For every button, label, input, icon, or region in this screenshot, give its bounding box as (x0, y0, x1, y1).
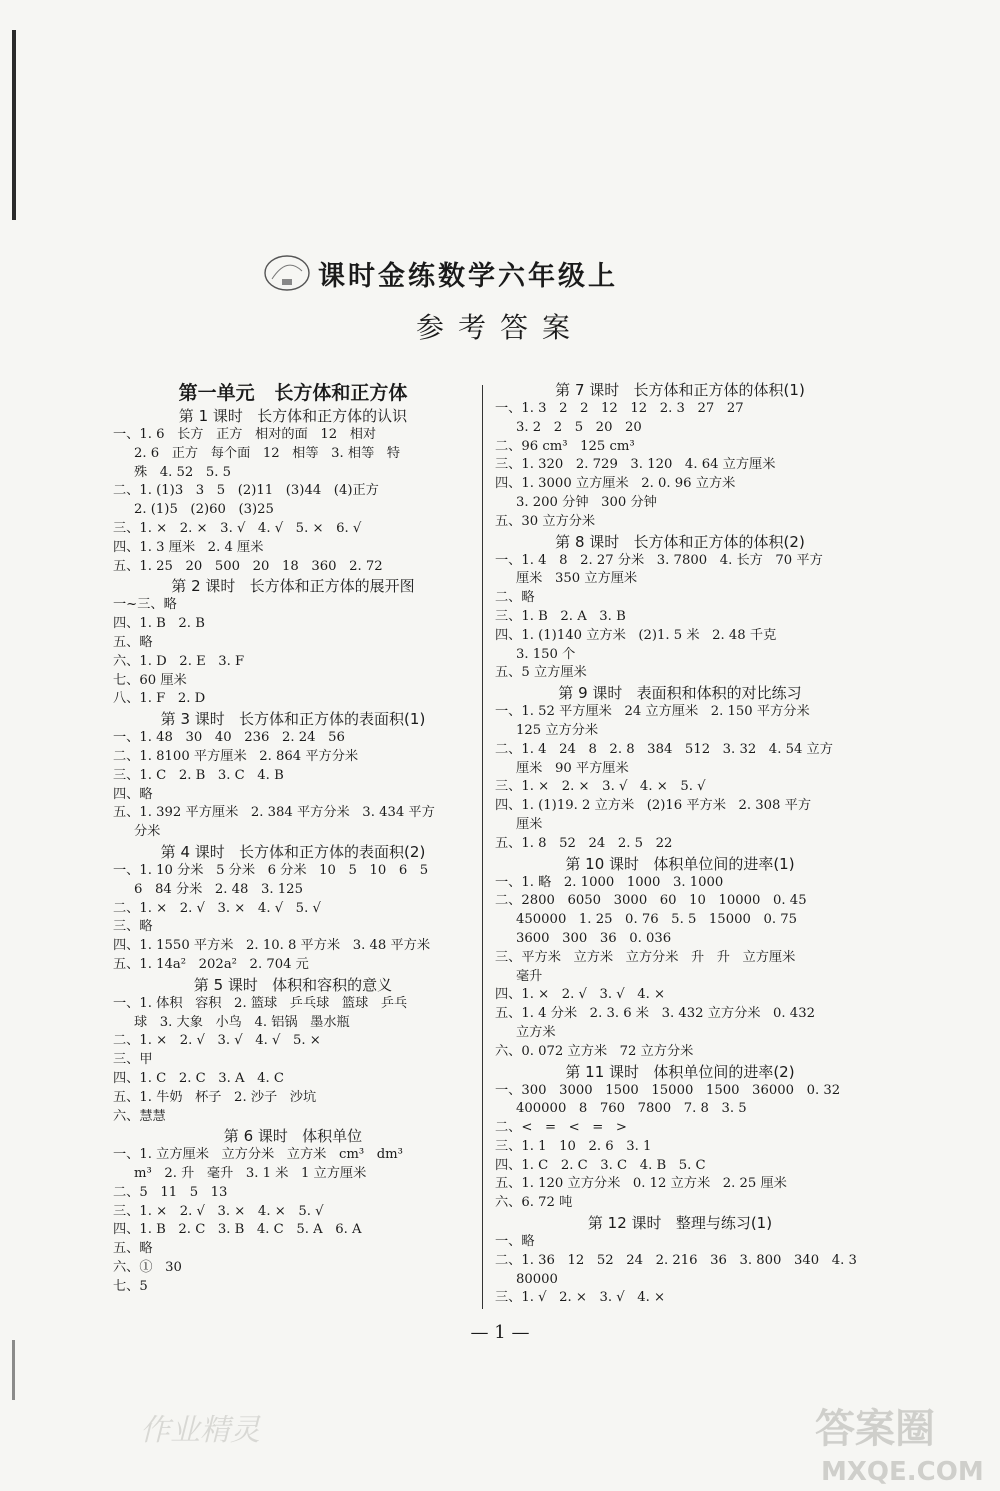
scan-edge-bottom (12, 1340, 15, 1400)
answer-line-continued: 3. 200 分钟 300 分钟 (516, 494, 657, 510)
answer-line: 一~三、略 (113, 597, 177, 613)
answer-line: 四、1. C 2. C 3. C 4. B 5. C (495, 1157, 706, 1173)
lesson-heading: 第 9 课时 表面积和体积的对比练习 (558, 684, 802, 703)
answer-line: 二、2800 6050 3000 60 10 10000 0. 45 (495, 893, 807, 909)
lesson-heading: 第 1 课时 长方体和正方体的认识 (178, 407, 408, 425)
answer-line-continued: 3. 150 个 (516, 646, 576, 662)
answer-line: 四、1. × 2. √ 3. √ 4. × (495, 987, 666, 1003)
answer-line: 三、1. × 2. √ 3. × 4. × 5. √ (113, 1203, 324, 1219)
answer-line-continued: 2. (1)5 (2)60 (3)25 (134, 502, 274, 518)
answer-line: 一、略 (495, 1234, 535, 1250)
answer-line: 四、略 (113, 786, 153, 802)
answer-line: 二、1. × 2. √ 3. √ 4. √ 5. × (113, 1033, 321, 1049)
answer-line: 二、1. × 2. √ 3. × 4. √ 5. √ (113, 900, 321, 916)
answer-line: 一、1. 3 2 2 12 12 2. 3 27 27 (495, 401, 744, 416)
answer-line-continued: 球 3. 大象 小鸟 4. 铝锅 墨水瓶 (134, 1014, 350, 1030)
page-number: — 1 — (470, 1322, 530, 1343)
answer-line: 四、1. 3 厘米 2. 4 厘米 (113, 539, 264, 555)
answer-line: 五、1. 120 立方分米 0. 12 立方米 2. 25 厘米 (495, 1176, 787, 1192)
answer-line: 五、5 立方厘米 (495, 665, 587, 681)
answer-line-continued: 殊 4. 52 5. 5 (134, 464, 232, 480)
lesson-heading: 第 5 课时 体积和容积的意义 (193, 975, 393, 994)
answer-line: 五、1. 25 20 500 20 18 360 2. 72 (113, 558, 383, 574)
answer-line: 二、1. 4 24 8 2. 8 384 512 3. 32 4. 54 立方 (495, 741, 833, 757)
answer-line: 三、1. × 2. × 3. √ 4. √ 5. × 6. √ (113, 520, 362, 536)
lesson-heading: 第 7 课时 长方体和正方体的体积(1) (555, 381, 805, 399)
answer-line: 三、略 (113, 919, 153, 935)
answer-line: 四、1. (1)19. 2 立方米 (2)16 平方米 2. 308 平方 (495, 798, 812, 814)
answer-line: 五、1. 牛奶 杯子 2. 沙子 沙坑 (113, 1089, 317, 1105)
lesson-heading: 第 6 课时 体积单位 (223, 1127, 363, 1146)
answer-line: 四、1. C 2. C 3. A 4. C (113, 1070, 284, 1086)
answer-line-continued: 3. 2 2 5 20 20 (516, 419, 642, 435)
answer-line: 二、1. (1)3 3 5 (2)11 (3)44 (4)正方 (113, 483, 379, 499)
answer-line: 一、1. 体积 容积 2. 篮球 乒乓球 篮球 乒乓 (113, 995, 408, 1011)
answer-line: 六、① 30 (113, 1260, 182, 1276)
answer-line-continued: 厘米 (516, 816, 543, 832)
answer-line: 三、甲 (113, 1052, 153, 1068)
answer-line: 五、30 立方分米 (495, 513, 596, 529)
answer-title: 参考答案 (415, 311, 584, 344)
answer-line: 三、1. B 2. A 3. B (495, 608, 626, 624)
answer-line: 五、1. 392 平方厘米 2. 384 平方分米 3. 434 平方 (113, 805, 435, 821)
answer-line-continued: 厘米 350 立方厘米 (516, 571, 638, 587)
answer-line: 四、1. B 2. C 3. B 4. C 5. A 6. A (113, 1222, 362, 1238)
column-divider (482, 385, 483, 1309)
answer-line-continued: 分米 (134, 824, 161, 840)
answer-line: 三、平方米 立方米 立方分米 升 升 立方厘米 (495, 949, 796, 965)
answer-line: 五、1. 14a² 202a² 2. 704 元 (113, 956, 309, 972)
answer-line: 三、1. 1 10 2. 6 3. 1 (495, 1138, 652, 1154)
watermark-right-url: MXQE.COM (821, 1457, 984, 1487)
answer-line: 四、1. B 2. B (113, 616, 205, 632)
answer-line-continued: 毫升 (516, 968, 543, 984)
answer-line: 七、5 (113, 1278, 148, 1294)
answer-line: 一、1. 4 8 2. 27 分米 3. 7800 4. 长方 70 平方 (495, 552, 823, 568)
answer-line: 八、1. F 2. D (113, 691, 206, 707)
answer-line: 三、1. 320 2. 729 3. 120 4. 64 立方厘米 (495, 457, 776, 473)
answer-line: 三、1. √ 2. × 3. √ 4. × (495, 1290, 666, 1306)
watermark-right (815, 1398, 995, 1490)
scan-edge (12, 30, 16, 220)
unit-heading: 第一单元 长方体和正方体 (178, 382, 408, 404)
answer-line: 二、1. 36 12 52 24 2. 216 36 3. 800 340 4. 3 (495, 1252, 857, 1268)
lesson-heading: 第 10 课时 体积单位间的进率(1) (565, 854, 795, 873)
watermark-right-text: 答案圈 (815, 1406, 935, 1452)
answer-line: 四、1. 3000 立方厘米 2. 0. 96 立方米 (495, 476, 736, 492)
lesson-heading: 第 4 课时 长方体和正方体的表面积(2) (160, 842, 426, 861)
lesson-heading: 第 11 课时 体积单位间的进率(2) (565, 1062, 795, 1081)
answer-line: 一、1. 立方厘米 立方分米 立方米 cm³ dm³ (113, 1147, 403, 1163)
watermark-left (140, 1402, 270, 1450)
answer-line: 五、略 (113, 1241, 153, 1257)
answer-line-continued: 80000 (516, 1271, 558, 1287)
answer-line: 一、1. 6 长方 正方 相对的面 12 相对 (113, 427, 377, 442)
answer-line: 三、1. C 2. B 3. C 4. B (113, 767, 284, 783)
answer-line-continued: 400000 8 760 7800 7. 8 3. 5 (516, 1101, 747, 1117)
answer-line: 七、60 厘米 (113, 672, 187, 688)
answer-line: 三、1. × 2. × 3. √ 4. × 5. √ (495, 779, 706, 795)
answer-line: 二、略 (495, 590, 535, 606)
book-title-header (262, 248, 662, 298)
answer-line: 四、1. (1)140 立方米 (2)1. 5 米 2. 48 千克 (495, 627, 777, 643)
answer-line: 二、5 11 5 13 (113, 1184, 228, 1200)
book-title: 课时金练数学六年级上 (318, 260, 618, 292)
left-column (113, 380, 473, 1297)
answer-line: 一、1. 略 2. 1000 1000 3. 1000 (495, 874, 724, 890)
answer-line-continued: m³ 2. 升 毫升 3. 1 米 1 立方厘米 (134, 1166, 367, 1182)
answer-line-continued: 立方米 (516, 1024, 556, 1040)
answer-line: 六、慧慧 (113, 1108, 166, 1124)
answer-line-continued: 厘米 90 平方厘米 (516, 760, 629, 776)
right-column (495, 380, 865, 1308)
answer-line-continued: 450000 1. 25 0. 76 5. 5 15000 0. 75 (516, 912, 798, 928)
answer-line: 二、1. 8100 平方厘米 2. 864 平方分米 (113, 748, 359, 764)
lesson-heading: 第 12 课时 整理与练习(1) (587, 1214, 773, 1233)
answer-line: 二、96 cm³ 125 cm³ (495, 438, 635, 454)
answer-line: 一、300 3000 1500 15000 1500 36000 0. 32 (495, 1082, 841, 1098)
answer-line: 五、1. 4 分米 2. 3. 6 米 3. 432 立方分米 0. 432 (495, 1006, 815, 1022)
answer-line: 一、1. 10 分米 5 分米 6 分米 10 5 10 6 5 (113, 862, 429, 878)
answer-line-continued: 6 84 分米 2. 48 3. 125 (134, 881, 303, 897)
answer-line: 五、1. 8 52 24 2. 5 22 (495, 835, 673, 851)
answer-line: 四、1. 1550 平方米 2. 10. 8 平方米 3. 48 平方米 (113, 938, 431, 954)
answer-line: 六、6. 72 吨 (495, 1195, 573, 1211)
answer-line: 一、1. 52 平方厘米 24 立方厘米 2. 150 平方分米 (495, 704, 810, 720)
answer-line-continued: 2. 6 正方 每个面 12 相等 3. 相等 特 (134, 445, 401, 461)
answer-line: 五、略 (113, 634, 153, 650)
answer-line: 六、1. D 2. E 3. F (113, 653, 245, 669)
answer-line-continued: 125 立方分米 (516, 722, 599, 738)
answer-line: 二、< = < = > (495, 1120, 627, 1136)
watermark-left-text: 作业精灵 (140, 1413, 260, 1448)
book-logo-icon (262, 251, 312, 295)
answer-line: 一、1. 48 30 40 236 2. 24 56 (113, 730, 345, 746)
answer-line: 六、0. 072 立方米 72 立方分米 (495, 1043, 694, 1059)
lesson-heading: 第 8 课时 长方体和正方体的体积(2) (555, 532, 805, 551)
lesson-heading: 第 2 课时 长方体和正方体的展开图 (171, 577, 415, 596)
answer-line-continued: 3600 300 36 0. 036 (516, 930, 672, 946)
lesson-heading: 第 3 课时 长方体和正方体的表面积(1) (160, 710, 426, 729)
